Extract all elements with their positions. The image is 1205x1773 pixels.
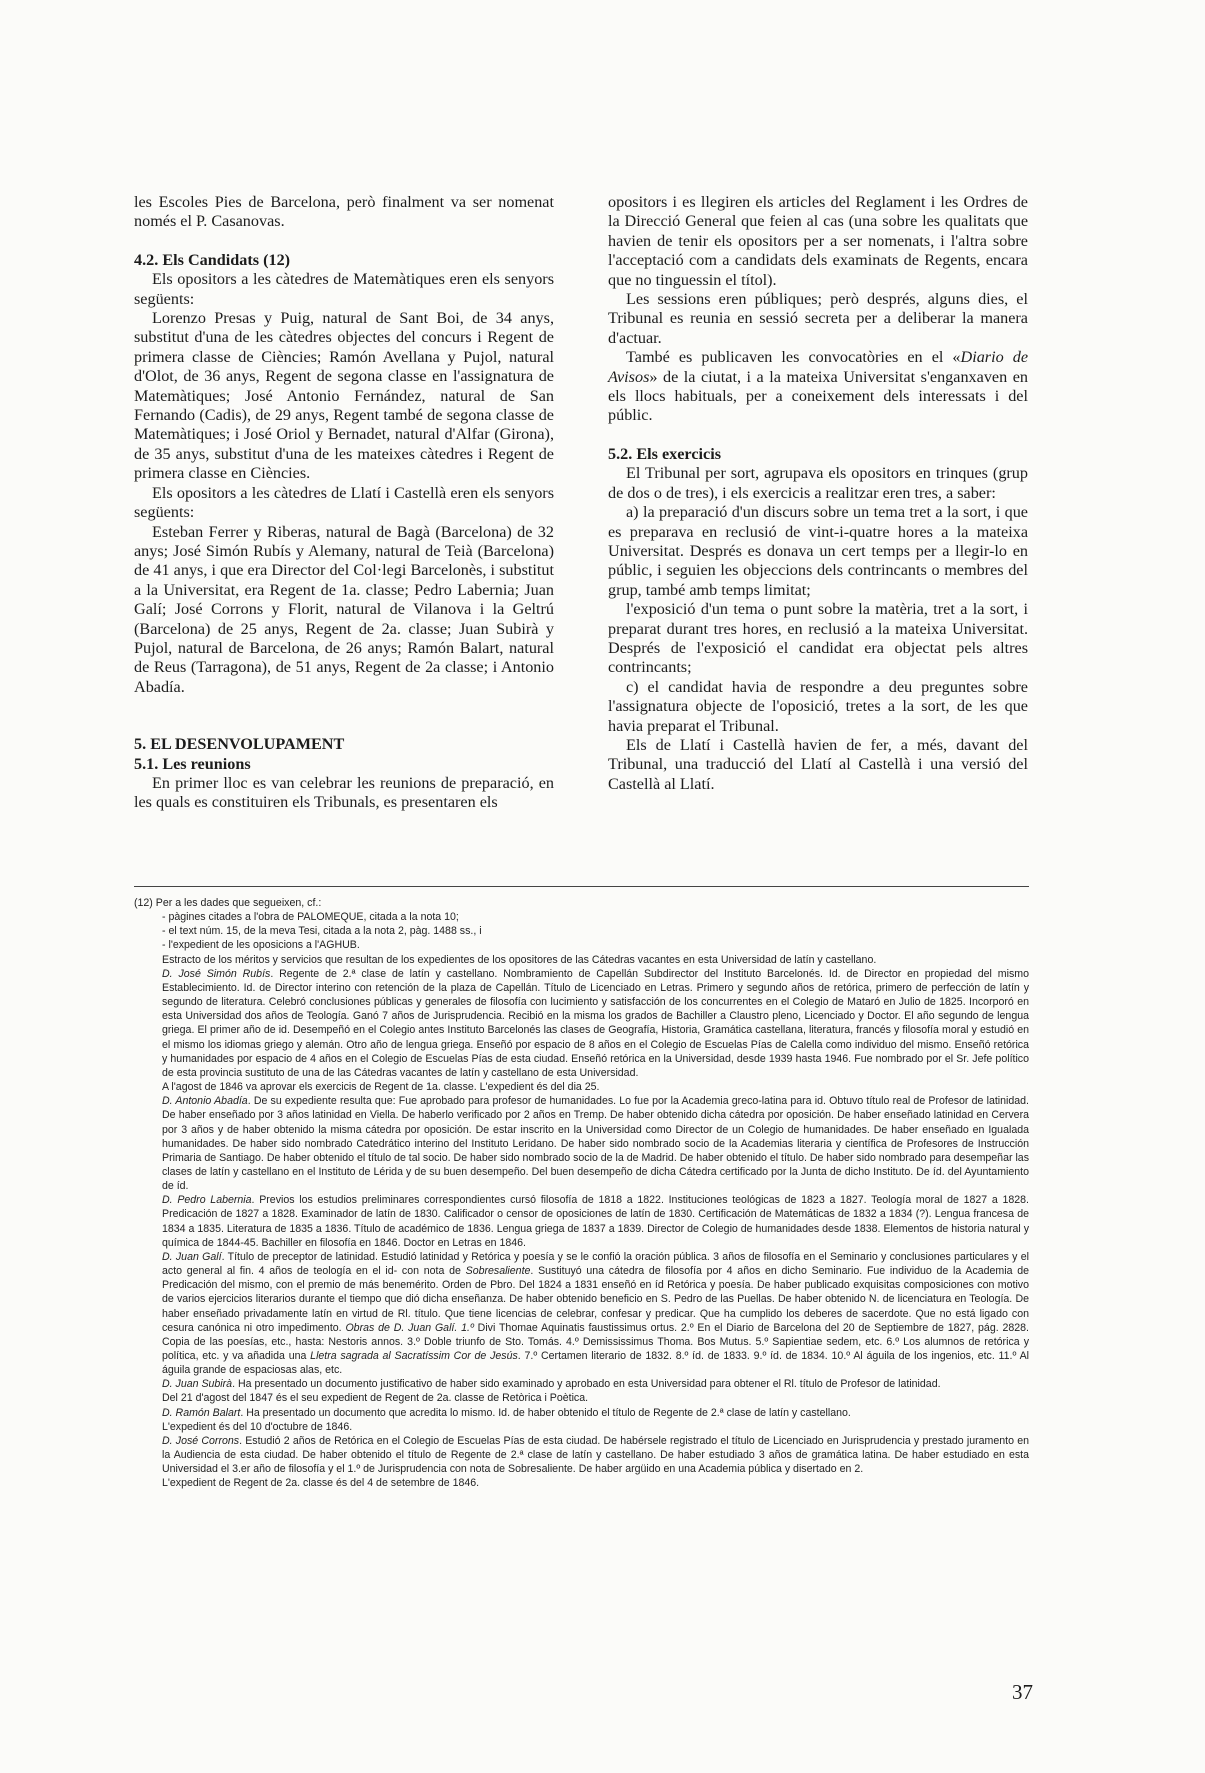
person-name: D. Ramón Balart [162, 1406, 241, 1419]
footnote-paragraph: A l'agost de 1846 va aprovar els exercicis de Regent de 1a. classe. L'expedient és del dia 25. [162, 1081, 600, 1094]
paragraph: El Tribunal per sort, agrupava els opositors en trinques (grup de dos o de tres), i els exercicis a realitzar eren tres, a saber: [608, 464, 1028, 502]
text-span: . Ha presentado un documento justificativo de haber sido examinado y aprobado en esta Universidad para obtener el Rl. título de Profesor de latinidad. [232, 1378, 941, 1391]
person-name: D. Pedro Labernia [162, 1194, 252, 1207]
footnote-block [134, 896, 1029, 1491]
text-span: . Título de preceptor de latinidad. Estudió latinidad y Retórica y poesía y se le confió la oración pública. 3 años de filosofía en el Seminario y conclusiones particulares y el acto general al fin. 4 años de teología en el id- con nota de [162, 1250, 1029, 1278]
intro-paragraph: les Escoles Pies de Barcelona, però finalment va ser nomenat només el P. Casanovas. [134, 193, 554, 231]
paragraph: Esteban Ferrer y Riberas, natural de Bagà (Barcelona) de 32 anys; José Simón Rubís y Alemany, natural de Teià (Barcelona) de 41 anys, i que era Director del Col·legi Barcelonès, i substitut a la Universitat, era Regent de 1a. classe; Pedro Labernia; Juan Galí; José Corrons y Florit, natural de Vilanova i la Geltrú (Barcelona) de 25 anys, Regent de 2a. classe; Juan Subirà y Pujol, natural de Barcelona, de 26 anys; Ramón Balart, natural de Reus (Tarragona), de 51 anys, Regent de 2a classe; i Antonio Abadía. [134, 522, 554, 696]
person-name: D. Antonio Abadía [162, 1095, 248, 1108]
footnote-entry-subira [134, 1377, 1029, 1391]
section-heading-reunions: 5.1. Les reunions [134, 754, 251, 773]
person-name: D. José Simón Rubís [162, 967, 271, 980]
footnote-entry-abadia [134, 1094, 1029, 1193]
page-number: 37 [1012, 1680, 1033, 1704]
paragraph: c) el candidat havia de respondre a deu preguntes sobre l'assignatura objecte de l'oposició, tretes a la sort, de les que havia preparat el Tribunal. [608, 677, 1028, 735]
footnote-list-item: - el text núm. 15, de la meva Tesi, citada a la nota 2, pàg. 1488 ss., i [162, 925, 482, 938]
paragraph: Els opositors a les càtedres de Llatí i Castellà eren els senyors següents: [134, 483, 554, 522]
footnote-list-item: - pàgines citades a l'obra de PALOMEQUE, citada a la nota 10; [162, 911, 459, 924]
footnote-divider [134, 886, 1029, 887]
text-span: També es publicaven les convocatòries en el « [626, 348, 961, 367]
footnote-paragraph: Estracto de los méritos y servicios que resultan de los expedientes de los opositores de las Cátedras vacantes en esta Universidad de latín y castellano. [162, 953, 877, 966]
footnote-paragraph: Del 21 d'agost del 1847 és el seu expedient de Regent de 2a. classe de Retòrica i Poètica. [162, 1392, 589, 1405]
paragraph: Els de Llatí i Castellà havien de fer, a més, davant del Tribunal, una traducció del Llatí al Castellà i una versió del Castellà al Llatí. [608, 735, 1028, 793]
footnote-entry-gali [134, 1250, 1029, 1377]
text-span: . De su expediente resulta que: Fue aprobado para profesor de humanidades. Lo fue por la Academia greco-latina para id. Obtuvo título real de Profesor de latinidad. De haber enseñado por 3 años latinidad en Viella. De haberlo verificado por 2 años en Tremp. De haber obtenido dicha cátedra por oposición. De haber enseñado latinidad en Cervera por 3 años y de haber obtenido la misma cátedra por oposición. De estar inscrito en la Universidad como Director de un Colegio de humanidades. De haber enseñado en Igualada humanidades. De haber sido nombrado Catedrático interino del Instituto Leridano. De haber sido nombrado socio de la Academias literaria y científica de Profesores de Instrucción Primaria de Santiago. De haber obtenido el título de tal socio. De haber sido nombrado socio de la de Madrid. De haber obtenido el título. De haber sido nombrado para desempeñar las clases de latín y castellano en el Instituto de Lérida y de su buen desempeño. Del buen desempeño de dicha Cátedra certificado por la Junta de dicho Instituto. De íd. del Ayuntamiento de íd. [162, 1095, 1029, 1193]
person-name: D. José Corrons [162, 1434, 240, 1447]
section-heading-candidats: 4.2. Els Candidats (12) [134, 250, 291, 269]
footnote-entry-balart [134, 1406, 1029, 1420]
text-span: Divi Thomae Aquinatis faustissimus ortus. 2.º En el Diario de Barcelona del 20 de Septiembre de 1827, pág. 2828. Copia de las poesías, etc., hasta: Nestoris annos. 3.º Doble triunfo de Sto. Tomás. 4.º Demississimus Thoma. Bos Mutus. 5.º Sapientiae sedem, etc. 6.º Los alumnos de retórica y política, etc. y va añadida una [162, 1321, 1029, 1362]
footnote-head: (12) Per a les dades que segueixen, cf.: [134, 897, 322, 909]
paragraph: En primer lloc es van celebrar les reunions de preparació, en les quals es constituiren els Tribunals, es presentaren els [134, 773, 554, 812]
paragraph [608, 348, 1028, 426]
person-name: D. Juan Galí [162, 1250, 222, 1263]
footnote-paragraph: L'expedient és del 10 d'octubre de 1846. [162, 1420, 353, 1433]
footnote-list-item: - l'expedient de les oposicions a l'AGHUB. [162, 939, 360, 952]
text-span: . Ha presentado un documento que acredita lo mismo. Id. de haber obtenido el título de Regente de 2.ª clase de latín y castellano. [240, 1406, 851, 1419]
paragraph: Lorenzo Presas y Puig, natural de Sant Boi, de 34 anys, substitut d'una de les càtedres objectes del concurs i Regent de primera classe de Ciències; Ramón Avellana y Pujol, natural d'Olot, de 36 anys, Regent de segona classe en l'assignatura de Matemàtiques; José Antonio Fernández, natural de San Fernando (Cadis), de 29 anys, Regent també de segona classe de Matemàtiques; i José Oriol y Bernadet, natural d'Alfar (Girona), de 35 anys, substitut d'una de les mateixes càtedres i Regent de primera classe en Ciències. [134, 309, 554, 483]
italic-title: Diario de Avisos [608, 348, 1029, 386]
paragraph: Les sessions eren públiques; però després, alguns dies, el Tribunal es reunia en sessió secreta per a deliberar la manera d'actuar. [608, 290, 1028, 347]
text-span: . Regente de 2.ª clase de latín y castellano. Nombramiento de Capellán Subdirector del Instituto Barcelonés. Id. de Director en propiedad del mismo Establecimiento. Id. de Director interino con retención de la plaza de Capellán. Título de Licenciado en Letras. Primero y segundo años de retórica, primero de perfección de latín y segundo de literatura. Celebró conclusiones públicas y generales de filosofía con lucimiento y satisfacción de los concurrentes en el Colegio de Mataró en Julio de 1825. Incorporó en esta Universidad dos años de Teología. Ganó 7 años de Jurisprudencia. Recibió en la misma los grados de Bachiller a Claustro pleno, Licenciado y Doctor. El año segundo de lengua griega. El primer año de id. Desempeñó en el Colegio antes Instituto Barcelonés las clases de Geografía, Historia, Gramática castellana, literatura, francés y filosofía moral y estudió en el mismo los idiomas griego y alemán. Otro año de lengua griega. Enseñó por espacio de 8 años en el Colegio de Escuelas Pías de Calella como individuo del mismo. Enseñó retórica y humanidades por espacio de 4 años en el Colegio de Escuelas Pías de esta ciudad. Enseñó retórica en la Universidad, desde 1939 hasta 1946. Fue nombrado por el Sr. Jefe político de esta provincia sustituto de una de las Cátedras vacantes de latín y castellano de esta Universidad. [162, 967, 1029, 1079]
chapter-heading-desenvolupament: 5. EL DESENVOLUPAMENT [134, 735, 345, 754]
footnote-entry-rubis [134, 967, 1029, 1080]
text-span: » de la ciutat, i a la mateixa Universitat s'enganxaven en els llocs habituals, per a coneixement dels interessats i del públic. [608, 367, 1028, 425]
text-span: . 7.º Certamen literario de 1832. 8.º íd. de 1833. 9.º íd. de 1834. 10.º Al águila de los ingenios, etc. 11.º Al águila grande de espaciosas alas, etc. [162, 1350, 1029, 1377]
left-column [134, 193, 554, 813]
text-span: . Estudió 2 años de Retórica en el Colegio de Escuelas Pías de esta ciudad. De habérsele registrado el título de Licenciado en Jurisprudencia y prestado juramento en la Audiencia de esta ciudad. De haber obtenido el título de Regente de 2.ª clase de latín y castellano. De haber estudiado 3 años de gramática latina. De haber estudiado en esta Universidad el 3.er año de filosofía y el 1.º de Jurisprudencia con nota de Sobresaliente. De haber argüido en una Academia pública y disertado en 2. [162, 1434, 1029, 1476]
right-column [608, 193, 1028, 794]
person-name: D. Juan Subirà [162, 1378, 233, 1391]
paragraph: opositors i es llegiren els articles del Reglament i les Ordres de la Direcció General que feien al cas (una sobre les qualitats que havien de tenir els opositors per a ser nomenats, i l'altra sobre l'acceptació com a candidats dels examinats de Regents, encara que no tinguessin el títol). [608, 193, 1028, 289]
paragraph: l'exposició d'un tema o punt sobre la matèria, tret a la sort, i preparat durant tres hores, en reclusió a la mateixa Universitat. Després de l'exposició el candidat era objectat pels altres contrincants; [608, 600, 1028, 677]
text-span: . Sustituyó una cátedra de filosofía por 4 años en dicho Seminario. Fue individuo de la Academia de Predicación del mismo, con el premio de más benemérito. Orden de Pbro. Del 1824 a 1831 enseñó en íd Retórica y poesía. De haber publicado exquisitas composiciones con motivo de varios ejercicios literarios durante el tiempo que dió dicha enseñanza. De haber obtenido beneficio en S. Pedro de las Puellas. De haber obtenido N. de licenciatura en Teología. De haber enseñado privadamente latín en virtud de Rl. título. Que tiene licencias de celebrar, confesar y predicar. Que ha cumplido los deberes de sacerdote. Que no está ligado con cesura canónica ni otro impedimento. [162, 1265, 1030, 1334]
section-heading-exercicis: 5.2. Els exercicis [608, 444, 721, 463]
paragraph: Els opositors a les càtedres de Matemàtiques eren els senyors següents: [134, 270, 554, 308]
footnote-entry-corrons [134, 1434, 1029, 1476]
italic-text: Obras de D. Juan Galí. 1.º [345, 1321, 474, 1334]
footnote-paragraph: L'expedient de Regent de 2a. classe és del 4 de setembre de 1846. [162, 1477, 480, 1490]
text-span: . Previos los estudios preliminares correspondientes cursó filosofía de 1818 a 1822. Instituciones teológicas de 1823 a 1827. Teología moral de 1827 a 1828. Predicación de 1827 a 1828. Examinador de latín de 1830. Calificador o censor de oposiciones de latín de 1830. Certificación de Matemáticas de 1832 a 1834 (?). Lengua francesa de 1834 a 1835. Literatura de 1835 a 1836. Título de académico de 1836. Lengua griega de 1837 a 1839. Director de Colegio de humanidades desde 1838. Elementos de historia natural y química de 1844-45. Bachiller en filosofía en 1846. Doctor en Letras en 1846. [162, 1194, 1029, 1249]
italic-text: Sobresaliente [465, 1265, 531, 1278]
paragraph: a) la preparació d'un discurs sobre un tema tret a la sort, i que es preparava en reclusió de vint-i-quatre hores a la mateixa Universitat. Després es donava un cert temps per a llegir-lo en públic, i seguien les objeccions dels contrincants o membres del grup, també amb temps limitat; [608, 503, 1028, 599]
italic-text: Lletra sagrada al Sacratíssim Cor de Jesús [310, 1350, 518, 1362]
footnote-entry-labernia [134, 1193, 1029, 1250]
